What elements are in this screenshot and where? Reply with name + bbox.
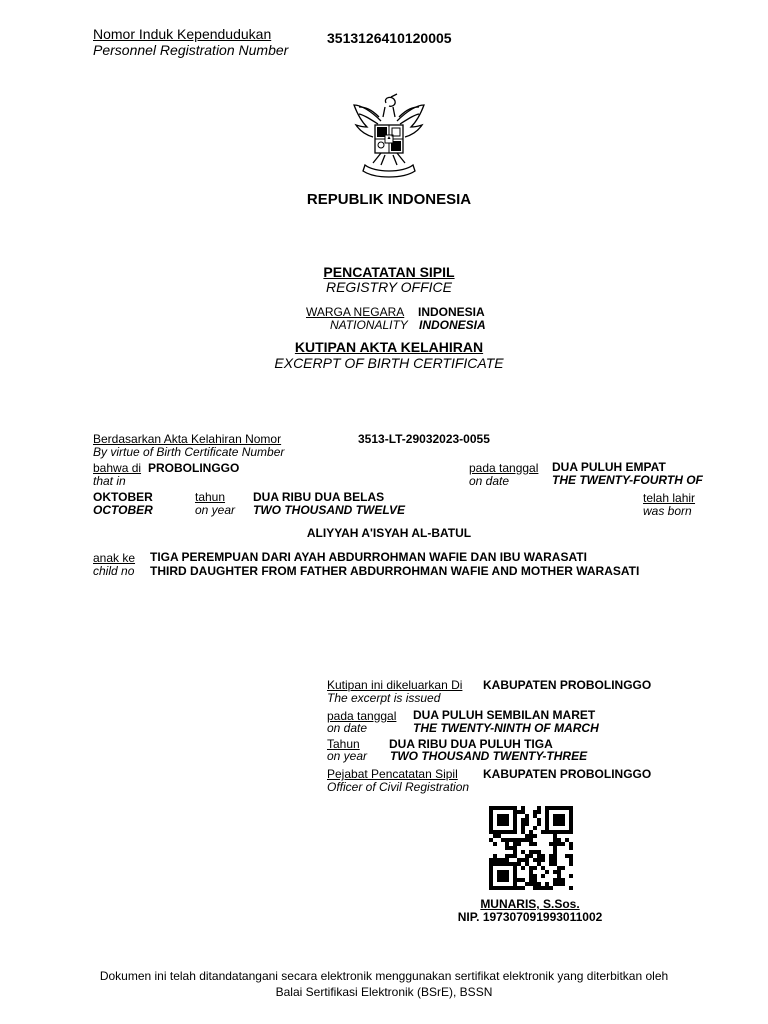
qr-module bbox=[509, 854, 513, 858]
qr-module bbox=[533, 878, 537, 882]
office-title-en: REGISTRY OFFICE bbox=[325, 279, 452, 295]
qr-module bbox=[513, 822, 517, 826]
qr-module bbox=[525, 862, 529, 866]
qr-module bbox=[557, 866, 561, 870]
qr-module bbox=[493, 858, 497, 862]
issued-year-en: TWO THOUSAND TWENTY-THREE bbox=[390, 749, 588, 763]
qr-module bbox=[521, 822, 525, 826]
qr-module bbox=[493, 842, 497, 846]
qr-module bbox=[501, 862, 505, 866]
qr-module bbox=[525, 818, 529, 822]
footer-line-2: Balai Sertifikasi Elektronik (BSrE), BSSN bbox=[275, 985, 493, 999]
qr-module bbox=[505, 854, 509, 858]
officer-label: Pejabat Pencatatan Sipil bbox=[327, 767, 458, 781]
qr-module bbox=[533, 810, 537, 814]
qr-module bbox=[525, 838, 529, 842]
nik-label: Nomor Induk Kependudukan bbox=[93, 26, 272, 42]
qr-module bbox=[489, 830, 493, 834]
qr-module bbox=[549, 886, 553, 890]
qr-module bbox=[569, 814, 573, 818]
qr-module bbox=[513, 886, 517, 890]
qr-module bbox=[517, 842, 521, 846]
qr-module bbox=[569, 822, 573, 826]
nationality-label-en: NATIONALITY bbox=[330, 318, 408, 332]
qr-module bbox=[497, 814, 501, 818]
birth-year: DUA RIBU DUA BELAS bbox=[253, 490, 385, 504]
qr-module bbox=[489, 866, 493, 870]
qr-module bbox=[565, 838, 569, 842]
qr-module bbox=[545, 830, 549, 834]
certificate-number: 3513-LT-29032023-0055 bbox=[358, 432, 490, 446]
qr-module bbox=[529, 838, 533, 842]
qr-module bbox=[533, 886, 537, 890]
qr-module bbox=[505, 858, 509, 862]
qr-module bbox=[513, 846, 517, 850]
qr-module bbox=[553, 822, 557, 826]
qr-module bbox=[533, 850, 537, 854]
birth-year-label: tahun bbox=[195, 490, 226, 504]
birth-year-en: TWO THOUSAND TWELVE bbox=[253, 503, 405, 517]
document-title-en: EXCERPT OF BIRTH CERTIFICATE bbox=[274, 355, 504, 371]
qr-module bbox=[541, 854, 545, 858]
issued-label-en: The excerpt is issued bbox=[327, 691, 441, 705]
qr-module bbox=[505, 874, 509, 878]
qr-module bbox=[533, 826, 537, 830]
qr-module bbox=[501, 838, 505, 842]
qr-module bbox=[525, 882, 529, 886]
issued-label: Kutipan ini dikeluarkan Di bbox=[327, 678, 463, 692]
qr-module bbox=[509, 806, 513, 810]
qr-module bbox=[513, 806, 517, 810]
qr-module bbox=[501, 858, 505, 862]
qr-module bbox=[501, 886, 505, 890]
place-label: bahwa di bbox=[93, 461, 142, 475]
qr-module bbox=[509, 838, 513, 842]
qr-module bbox=[557, 806, 561, 810]
qr-module bbox=[561, 882, 565, 886]
qr-module bbox=[505, 870, 509, 874]
qr-module bbox=[513, 874, 517, 878]
issued-year-label: Tahun bbox=[327, 737, 360, 751]
qr-module bbox=[541, 858, 545, 862]
qr-module bbox=[505, 818, 509, 822]
qr-module bbox=[529, 854, 533, 858]
place-label-en: that in bbox=[93, 474, 126, 488]
qr-module bbox=[561, 806, 565, 810]
qr-module bbox=[517, 886, 521, 890]
qr-module bbox=[561, 866, 565, 870]
qr-module bbox=[505, 846, 509, 850]
qr-module bbox=[489, 810, 493, 814]
qr-module bbox=[545, 826, 549, 830]
qr-module bbox=[561, 818, 565, 822]
qr-module bbox=[553, 882, 557, 886]
issued-date: DUA PULUH SEMBILAN MARET bbox=[413, 708, 596, 722]
issued-year-label-en: on year bbox=[327, 749, 368, 763]
qr-module bbox=[553, 806, 557, 810]
qr-module bbox=[505, 862, 509, 866]
qr-module bbox=[501, 878, 505, 882]
qr-code-icon bbox=[489, 806, 573, 890]
qr-module bbox=[553, 862, 557, 866]
birth-date-label-en: on date bbox=[469, 474, 510, 488]
footer-note bbox=[40, 968, 728, 1000]
qr-module bbox=[505, 886, 509, 890]
qr-module bbox=[569, 874, 573, 878]
qr-module bbox=[533, 834, 537, 838]
qr-module bbox=[497, 822, 501, 826]
qr-module bbox=[565, 830, 569, 834]
qr-module bbox=[561, 842, 565, 846]
qr-module bbox=[569, 830, 573, 834]
qr-module bbox=[493, 806, 497, 810]
qr-module bbox=[513, 850, 517, 854]
qr-module bbox=[493, 886, 497, 890]
qr-module bbox=[569, 858, 573, 862]
qr-module bbox=[553, 834, 557, 838]
birth-day: DUA PULUH EMPAT bbox=[552, 460, 666, 474]
qr-module bbox=[489, 806, 493, 810]
birth-place: PROBOLINGGO bbox=[148, 461, 240, 475]
qr-module bbox=[557, 842, 561, 846]
qr-module bbox=[493, 854, 497, 858]
qr-module bbox=[497, 870, 501, 874]
qr-module bbox=[517, 858, 521, 862]
qr-module bbox=[521, 858, 525, 862]
qr-module bbox=[489, 882, 493, 886]
nationality-value-en: INDONESIA bbox=[419, 318, 486, 332]
qr-module bbox=[545, 822, 549, 826]
qr-module bbox=[505, 830, 509, 834]
qr-module bbox=[569, 846, 573, 850]
qr-module bbox=[513, 818, 517, 822]
qr-module bbox=[513, 870, 517, 874]
qr-module bbox=[521, 810, 525, 814]
qr-module bbox=[537, 882, 541, 886]
qr-module bbox=[489, 822, 493, 826]
qr-module bbox=[529, 866, 533, 870]
qr-module bbox=[565, 806, 569, 810]
officer-office: KABUPATEN PROBOLINGGO bbox=[483, 767, 652, 781]
qr-module bbox=[501, 870, 505, 874]
qr-module bbox=[569, 862, 573, 866]
qr-module bbox=[565, 854, 569, 858]
qr-module bbox=[553, 830, 557, 834]
qr-module bbox=[501, 814, 505, 818]
qr-module bbox=[497, 806, 501, 810]
qr-module bbox=[553, 878, 557, 882]
child-order-en: THIRD DAUGHTER FROM FATHER ABDURROHMAN WAFIE AND MOTHER WARASATI bbox=[150, 564, 640, 578]
child-name: ALIYYAH A'ISYAH AL-BATUL bbox=[306, 526, 472, 540]
qr-module bbox=[537, 810, 541, 814]
document-title: KUTIPAN AKTA KELAHIRAN bbox=[294, 339, 484, 355]
qr-module bbox=[529, 882, 533, 886]
qr-module bbox=[529, 830, 533, 834]
qr-module bbox=[489, 826, 493, 830]
qr-module bbox=[513, 842, 517, 846]
qr-module bbox=[513, 830, 517, 834]
qr-module bbox=[497, 862, 501, 866]
qr-module bbox=[557, 882, 561, 886]
qr-module bbox=[489, 886, 493, 890]
qr-module bbox=[557, 878, 561, 882]
qr-module bbox=[549, 854, 553, 858]
qr-module bbox=[505, 822, 509, 826]
qr-module bbox=[541, 830, 545, 834]
qr-module bbox=[553, 818, 557, 822]
qr-module bbox=[553, 870, 557, 874]
qr-module bbox=[549, 858, 553, 862]
qr-module bbox=[533, 866, 537, 870]
qr-module bbox=[513, 814, 517, 818]
qr-module bbox=[489, 874, 493, 878]
qr-module bbox=[561, 814, 565, 818]
issued-place: KABUPATEN PROBOLINGGO bbox=[483, 678, 652, 692]
qr-module bbox=[569, 810, 573, 814]
officer-label-en: Officer of Civil Registration bbox=[327, 780, 470, 794]
qr-module bbox=[517, 810, 521, 814]
basis-label: Berdasarkan Akta Kelahiran Nomor bbox=[93, 432, 282, 446]
issued-date-label: pada tanggal bbox=[327, 709, 397, 723]
qr-module bbox=[537, 886, 541, 890]
qr-module bbox=[521, 818, 525, 822]
qr-module bbox=[493, 862, 497, 866]
qr-module bbox=[521, 806, 525, 810]
birth-year-label-en: on year bbox=[195, 503, 236, 517]
qr-module bbox=[497, 886, 501, 890]
qr-module bbox=[513, 878, 517, 882]
qr-module bbox=[537, 818, 541, 822]
qr-module bbox=[557, 874, 561, 878]
born-label-en: was born bbox=[643, 504, 692, 518]
qr-module bbox=[513, 854, 517, 858]
office-title: PENCATATAN SIPIL bbox=[323, 264, 455, 280]
qr-module bbox=[497, 874, 501, 878]
issued-date-label-en: on date bbox=[327, 721, 368, 735]
qr-module bbox=[549, 862, 553, 866]
qr-module bbox=[569, 826, 573, 830]
garuda-pancasila-emblem-icon bbox=[351, 93, 427, 183]
qr-module bbox=[537, 862, 541, 866]
qr-module bbox=[529, 850, 533, 854]
qr-module bbox=[553, 846, 557, 850]
signer-nip: NIP. 197307091993011002 bbox=[457, 910, 603, 924]
issued-date-en: THE TWENTY-NINTH OF MARCH bbox=[413, 721, 599, 735]
qr-module bbox=[521, 826, 525, 830]
qr-module bbox=[569, 854, 573, 858]
qr-module bbox=[509, 846, 513, 850]
qr-module bbox=[521, 878, 525, 882]
signer-name: MUNARIS, S.Sos. bbox=[480, 897, 580, 911]
child-no-label: anak ke bbox=[93, 551, 136, 565]
qr-module bbox=[489, 818, 493, 822]
qr-module bbox=[557, 814, 561, 818]
qr-module bbox=[537, 858, 541, 862]
qr-module bbox=[521, 838, 525, 842]
qr-module bbox=[537, 806, 541, 810]
child-order: TIGA PEREMPUAN DARI AYAH ABDURROHMAN WAFIE DAN IBU WARASATI bbox=[150, 550, 587, 564]
qr-module bbox=[497, 818, 501, 822]
qr-module bbox=[513, 838, 517, 842]
qr-module bbox=[553, 854, 557, 858]
qr-module bbox=[529, 842, 533, 846]
basis-label-en: By virtue of Birth Certificate Number bbox=[93, 445, 285, 459]
qr-module bbox=[525, 814, 529, 818]
qr-module bbox=[517, 878, 521, 882]
qr-module bbox=[545, 814, 549, 818]
qr-module bbox=[489, 878, 493, 882]
qr-module bbox=[525, 834, 529, 838]
qr-module bbox=[529, 870, 533, 874]
qr-module bbox=[521, 830, 525, 834]
qr-module bbox=[545, 886, 549, 890]
qr-module bbox=[557, 870, 561, 874]
qr-module bbox=[545, 870, 549, 874]
qr-module bbox=[561, 822, 565, 826]
qr-module bbox=[529, 878, 533, 882]
footer-line-1: Dokumen ini telah ditandatangani secara elektronik menggunakan sertifikat elektronik yang diterbitkan oleh bbox=[99, 969, 669, 983]
qr-module bbox=[501, 818, 505, 822]
nationality-label: WARGA NEGARA bbox=[306, 305, 405, 319]
birth-day-en: THE TWENTY-FOURTH OF bbox=[552, 473, 703, 487]
qr-module bbox=[509, 830, 513, 834]
qr-module bbox=[501, 830, 505, 834]
qr-module bbox=[549, 842, 553, 846]
qr-module bbox=[501, 806, 505, 810]
qr-module bbox=[533, 858, 537, 862]
qr-module bbox=[533, 814, 537, 818]
qr-module bbox=[521, 850, 525, 854]
qr-module bbox=[513, 866, 517, 870]
qr-module bbox=[505, 806, 509, 810]
born-label: telah lahir bbox=[643, 491, 696, 505]
qr-module bbox=[517, 862, 521, 866]
qr-module bbox=[489, 858, 493, 862]
qr-module bbox=[561, 878, 565, 882]
qr-module bbox=[521, 886, 525, 890]
qr-module bbox=[541, 886, 545, 890]
qr-module bbox=[557, 822, 561, 826]
qr-module bbox=[505, 878, 509, 882]
qr-module bbox=[549, 830, 553, 834]
birth-month-en: OCTOBER bbox=[93, 503, 153, 517]
qr-module bbox=[493, 834, 497, 838]
qr-module bbox=[493, 830, 497, 834]
issued-year: DUA RIBU DUA PULUH TIGA bbox=[389, 737, 553, 751]
nationality-value: INDONESIA bbox=[418, 305, 485, 319]
qr-module bbox=[549, 806, 553, 810]
qr-module bbox=[529, 874, 533, 878]
qr-module bbox=[533, 842, 537, 846]
qr-module bbox=[497, 858, 501, 862]
qr-module bbox=[505, 814, 509, 818]
country-heading: REPUBLIK INDONESIA bbox=[306, 191, 472, 208]
qr-module bbox=[501, 822, 505, 826]
qr-module bbox=[509, 862, 513, 866]
qr-module bbox=[569, 818, 573, 822]
qr-module bbox=[497, 830, 501, 834]
qr-module bbox=[537, 850, 541, 854]
qr-module bbox=[489, 814, 493, 818]
qr-module bbox=[513, 862, 517, 866]
qr-module bbox=[545, 818, 549, 822]
qr-module bbox=[553, 838, 557, 842]
qr-module bbox=[561, 830, 565, 834]
qr-module bbox=[569, 886, 573, 890]
qr-module bbox=[569, 806, 573, 810]
qr-module bbox=[533, 882, 537, 886]
qr-module bbox=[521, 866, 525, 870]
qr-module bbox=[545, 810, 549, 814]
qr-module bbox=[569, 842, 573, 846]
qr-module bbox=[545, 806, 549, 810]
qr-module bbox=[509, 886, 513, 890]
qr-module bbox=[505, 842, 509, 846]
qr-module bbox=[557, 818, 561, 822]
qr-module bbox=[541, 866, 545, 870]
birth-date-label: pada tanggal bbox=[469, 461, 539, 475]
qr-module bbox=[557, 830, 561, 834]
qr-module bbox=[529, 834, 533, 838]
qr-module bbox=[497, 834, 501, 838]
qr-module bbox=[517, 838, 521, 842]
qr-module bbox=[533, 874, 537, 878]
qr-module bbox=[541, 874, 545, 878]
qr-module bbox=[537, 822, 541, 826]
qr-module bbox=[553, 842, 557, 846]
qr-module bbox=[525, 822, 529, 826]
birth-month: OKTOBER bbox=[93, 490, 153, 504]
qr-module bbox=[501, 874, 505, 878]
qr-module bbox=[537, 854, 541, 858]
child-no-label-en: child no bbox=[93, 564, 135, 578]
qr-module bbox=[497, 878, 501, 882]
qr-module bbox=[489, 862, 493, 866]
nik-label-en: Personnel Registration Number bbox=[93, 42, 289, 58]
qr-module bbox=[489, 870, 493, 874]
qr-module bbox=[513, 810, 517, 814]
qr-module bbox=[553, 814, 557, 818]
qr-module bbox=[553, 858, 557, 862]
qr-module bbox=[525, 858, 529, 862]
qr-module bbox=[489, 838, 493, 842]
qr-module bbox=[505, 838, 509, 842]
qr-module bbox=[525, 854, 529, 858]
qr-module bbox=[553, 850, 557, 854]
qr-module bbox=[513, 882, 517, 886]
qr-module bbox=[545, 882, 549, 886]
qr-module bbox=[557, 838, 561, 842]
nik-value: 3513126410120005 bbox=[327, 30, 452, 46]
qr-module bbox=[513, 826, 517, 830]
